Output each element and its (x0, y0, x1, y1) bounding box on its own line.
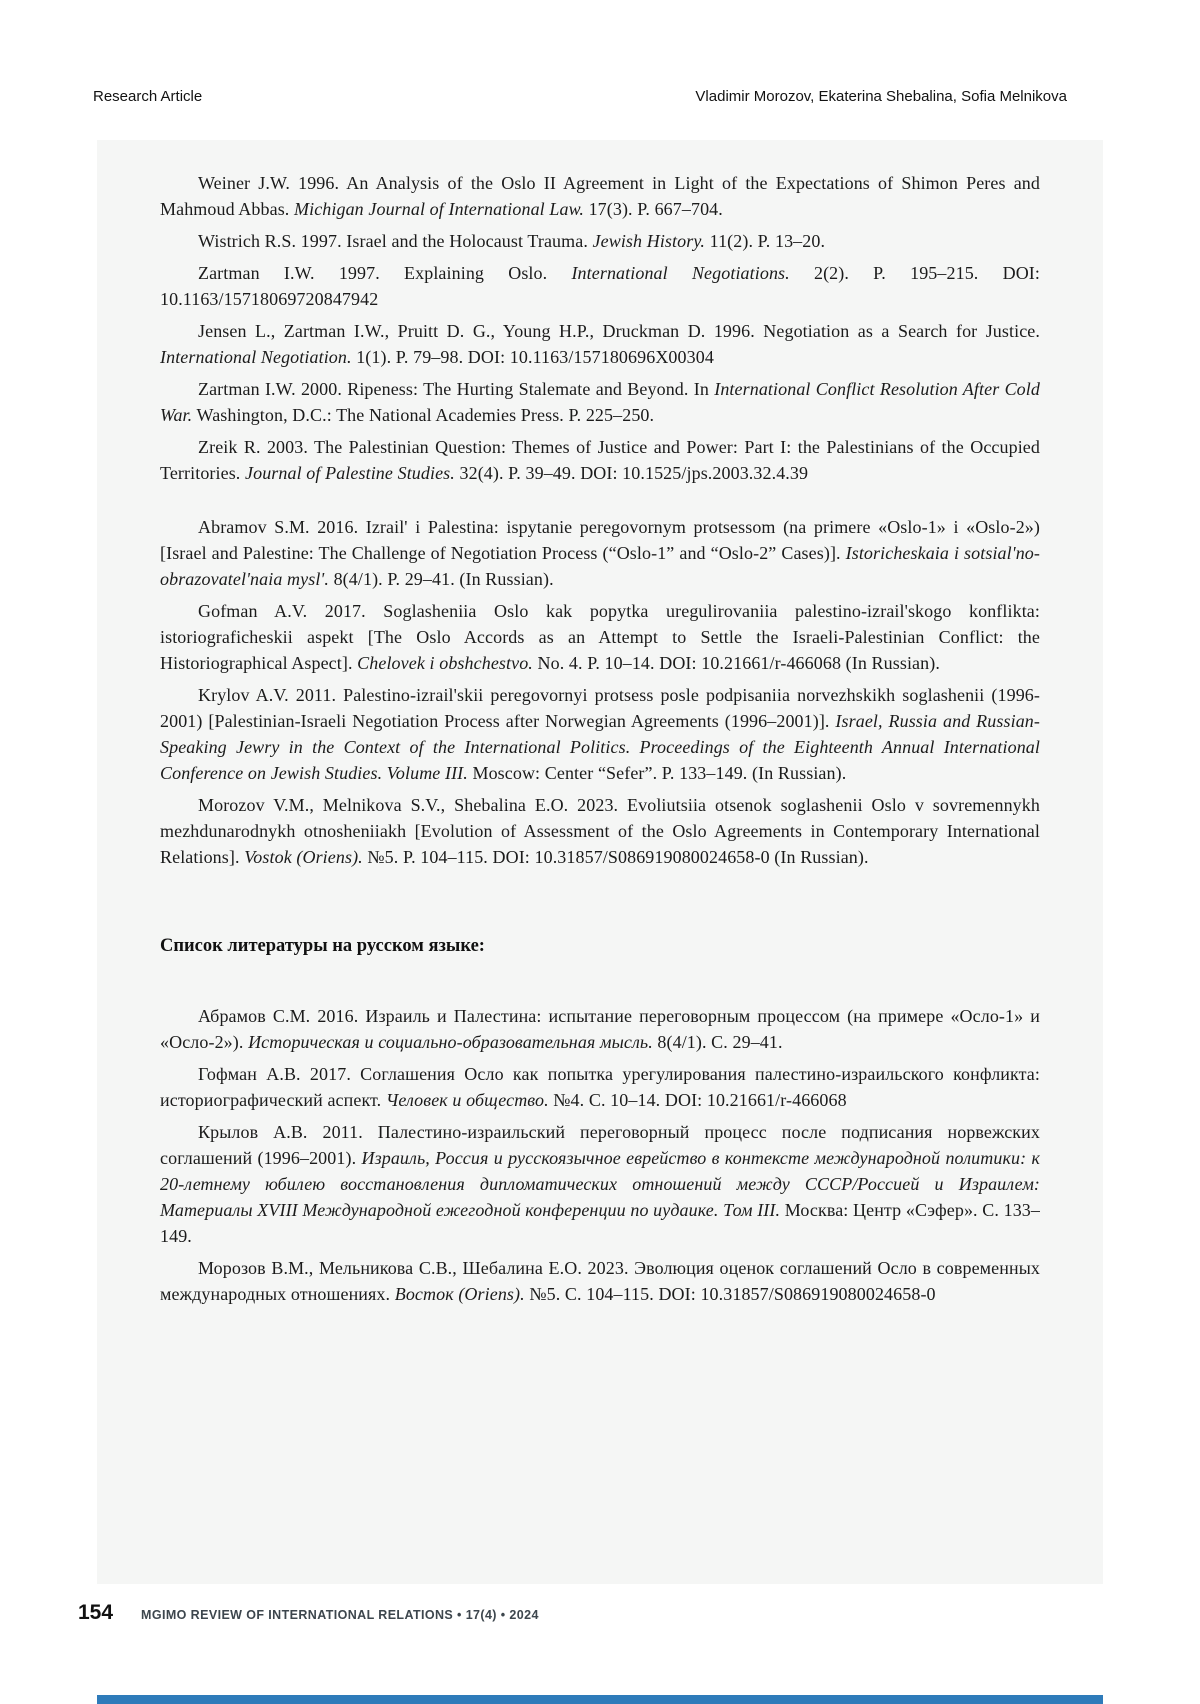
running-header (93, 88, 1067, 105)
reference-text-segment: Wistrich R.S. 1997. Israel and the Holocaust Trauma. (198, 231, 593, 251)
reference-text-segment: Zartman I.W. 2000. Ripeness: The Hurting Stalemate and Beyond. In (198, 379, 715, 399)
reference-entry (160, 682, 1040, 786)
reference-entry (160, 1119, 1040, 1249)
reference-entry (160, 170, 1040, 222)
reference-source-title: Восток (Oriens). (394, 1284, 525, 1304)
reference-text-segment: Morozov V.M., Melnikova S.V., Shebalina E.O. 2023. Evoliutsiia otsenok soglashenii Oslo v sovremennykh mezhdunarodnykh otnosheniiakh [Evolution of Assessment of the Oslo Agreements in Contemporary International Relations]. (160, 795, 1040, 867)
reference-source-title: Michigan Journal of International Law. (294, 199, 584, 219)
content-panel (97, 140, 1103, 1584)
reference-source-title: International Negotiation. (160, 347, 352, 367)
reference-text-segment: Крылов А.В. 2011. Палестино-израильский переговорный процесс после подписания норвежских соглашений (1996–2001). (160, 1122, 1040, 1168)
page-footer (78, 1601, 539, 1625)
reference-text-segment: No. 4. P. 10–14. DOI: 10.21661/r-466068 (In Russian). (532, 653, 940, 673)
reference-entry (160, 792, 1040, 870)
page-number: 154 (78, 1601, 114, 1624)
reference-text-segment: Jensen L., Zartman I.W., Pruitt D. G., Young H.P., Druckman D. 1996. Negotiation as a Search for Justice. (198, 321, 1040, 341)
reference-text-segment: №5. С. 104–115. DOI: 10.31857/S086919080024658-0 (524, 1284, 936, 1304)
article-type-label: Research Article (93, 88, 203, 105)
reference-text-segment: №5. P. 104–115. DOI: 10.31857/S086919080024658-0 (In Russian). (362, 847, 869, 867)
references-latin-group (160, 170, 1040, 486)
reference-entry (160, 434, 1040, 486)
reference-text-segment: 17(3). P. 667–704. (583, 199, 723, 219)
reference-text-segment: Zreik R. 2003. The Palestinian Question: Themes of Justice and Power: Part I: the Palestinians of the Occupied Territories. (160, 437, 1040, 483)
reference-text-segment: Гофман А.В. 2017. Соглашения Осло как попытка урегулирования палестино-израильского конфликта: историографический аспект. (160, 1064, 1040, 1110)
reference-source-title: Journal of Palestine Studies. (245, 463, 455, 483)
reference-source-title: International Negotiations. (571, 263, 790, 283)
reference-text-segment: Moscow: Center “Sefer”. P. 133–149. (In Russian). (467, 763, 847, 783)
reference-source-title: Istoricheskaia i sotsial'no-obrazovatel'naia mysl'. (160, 543, 1041, 589)
reference-text-segment: Washington, D.C.: The National Academies Press. P. 225–250. (192, 405, 655, 425)
reference-text-segment: 32(4). P. 39–49. DOI: 10.1525/jps.2003.32.4.39 (454, 463, 809, 483)
reference-text-segment: 2(2). P. 195–215. DOI: 10.1163/15718069720847942 (160, 263, 1040, 309)
reference-source-title: Israel, Russia and Russian-Speaking Jewry in the Context of the International Politics. Proceedings of the Eighteenth Annual International Conference on Jewish Studies. Volume III. (160, 711, 1040, 783)
reference-text-segment: Weiner J.W. 1996. An Analysis of the Oslo II Agreement in Light of the Expectations of Shimon Peres and Mahmoud Abbas. (160, 173, 1040, 219)
authors-line: Vladimir Morozov, Ekaterina Shebalina, Sofia Melnikova (695, 88, 1067, 105)
bottom-accent-bar (97, 1695, 1103, 1704)
reference-text-segment: Zartman I.W. 1997. Explaining Oslo. (198, 263, 572, 283)
reference-entry (160, 260, 1040, 312)
reference-text-segment: 8(4/1). P. 29–41. (In Russian). (328, 569, 554, 589)
reference-entry (160, 318, 1040, 370)
reference-source-title: International Conflict Resolution After Cold War. (160, 379, 1040, 425)
reference-source-title: Vostok (Oriens). (244, 847, 363, 867)
references-russian-group (160, 1003, 1040, 1307)
reference-entry (160, 1061, 1040, 1113)
reference-text-segment: Krylov A.V. 2011. Palestino-izrail'skii peregovornyi protsess posle podpisaniia norvezhskikh soglashenii (1996-2001) [Palestinian-Israeli Negotiation Process after Norwegian Agreements (1996–2001)]. (160, 685, 1040, 731)
references-transliterated-group (160, 514, 1040, 870)
reference-text-segment: 1(1). P. 79–98. DOI: 10.1163/157180696X00304 (351, 347, 714, 367)
reference-text-segment: Морозов В.М., Мельникова С.В., Шебалина Е.О. 2023. Эволюция оценок соглашений Осло в современных международных отношениях. (160, 1258, 1040, 1304)
reference-text-segment: Москва: Центр «Сэфер». С. 133–149. (160, 1200, 1040, 1246)
reference-text-segment: Gofman A.V. 2017. Soglasheniia Oslo kak popytka uregulirovaniia palestino-izrail'skogo konflikta: istoriograficheskii aspekt [The Oslo Accords as an Attempt to Settle the Israeli-Palestinian Conflict: the Historiographical Aspect]. (160, 601, 1040, 673)
reference-text-segment: 11(2). P. 13–20. (705, 231, 826, 251)
reference-text-segment: Abramov S.M. 2016. Izrail' i Palestina: ispytanie peregovornym protsessom (na primere «Oslo-1» i «Oslo-2») [Israel and Palestine: The Challenge of Negotiation Process (“Oslo-1” and “Oslo-2” Cases)]. (160, 517, 1040, 563)
reference-entry (160, 1255, 1040, 1307)
russian-references-heading: Список литературы на русском языке: (160, 936, 485, 956)
reference-source-title: Человек и общество. (385, 1090, 549, 1110)
journal-footer-line: MGIMO REVIEW OF INTERNATIONAL RELATIONS • 17(4) • 2024 (141, 1608, 539, 1622)
reference-source-title: Историческая и социально-образовательная мысль. (248, 1032, 653, 1052)
reference-entry (160, 1003, 1040, 1055)
reference-entry (160, 376, 1040, 428)
reference-source-title: Jewish History. (592, 231, 706, 251)
reference-entry (160, 598, 1040, 676)
reference-entry (160, 228, 1040, 254)
reference-source-title: Chelovek i obshchestvo. (357, 653, 533, 673)
reference-source-title: Израиль, Россия и русскоязычное еврейство в контексте международной политики: к 20-летнему юбилею восстановления дипломатических отношений между СССР/Россией и Израилем: Материалы XVIII Международной ежегодной конференции по иудаике. Том III. (160, 1148, 1040, 1220)
reference-text-segment: №4. С. 10–14. DOI: 10.21661/r-466068 (548, 1090, 847, 1110)
reference-text-segment: Абрамов С.М. 2016. Израиль и Палестина: испытание переговорным процессом (на примере «Осло-1» и «Осло-2»). (160, 1006, 1040, 1052)
reference-text-segment: 8(4/1). С. 29–41. (652, 1032, 783, 1052)
reference-entry (160, 514, 1040, 592)
